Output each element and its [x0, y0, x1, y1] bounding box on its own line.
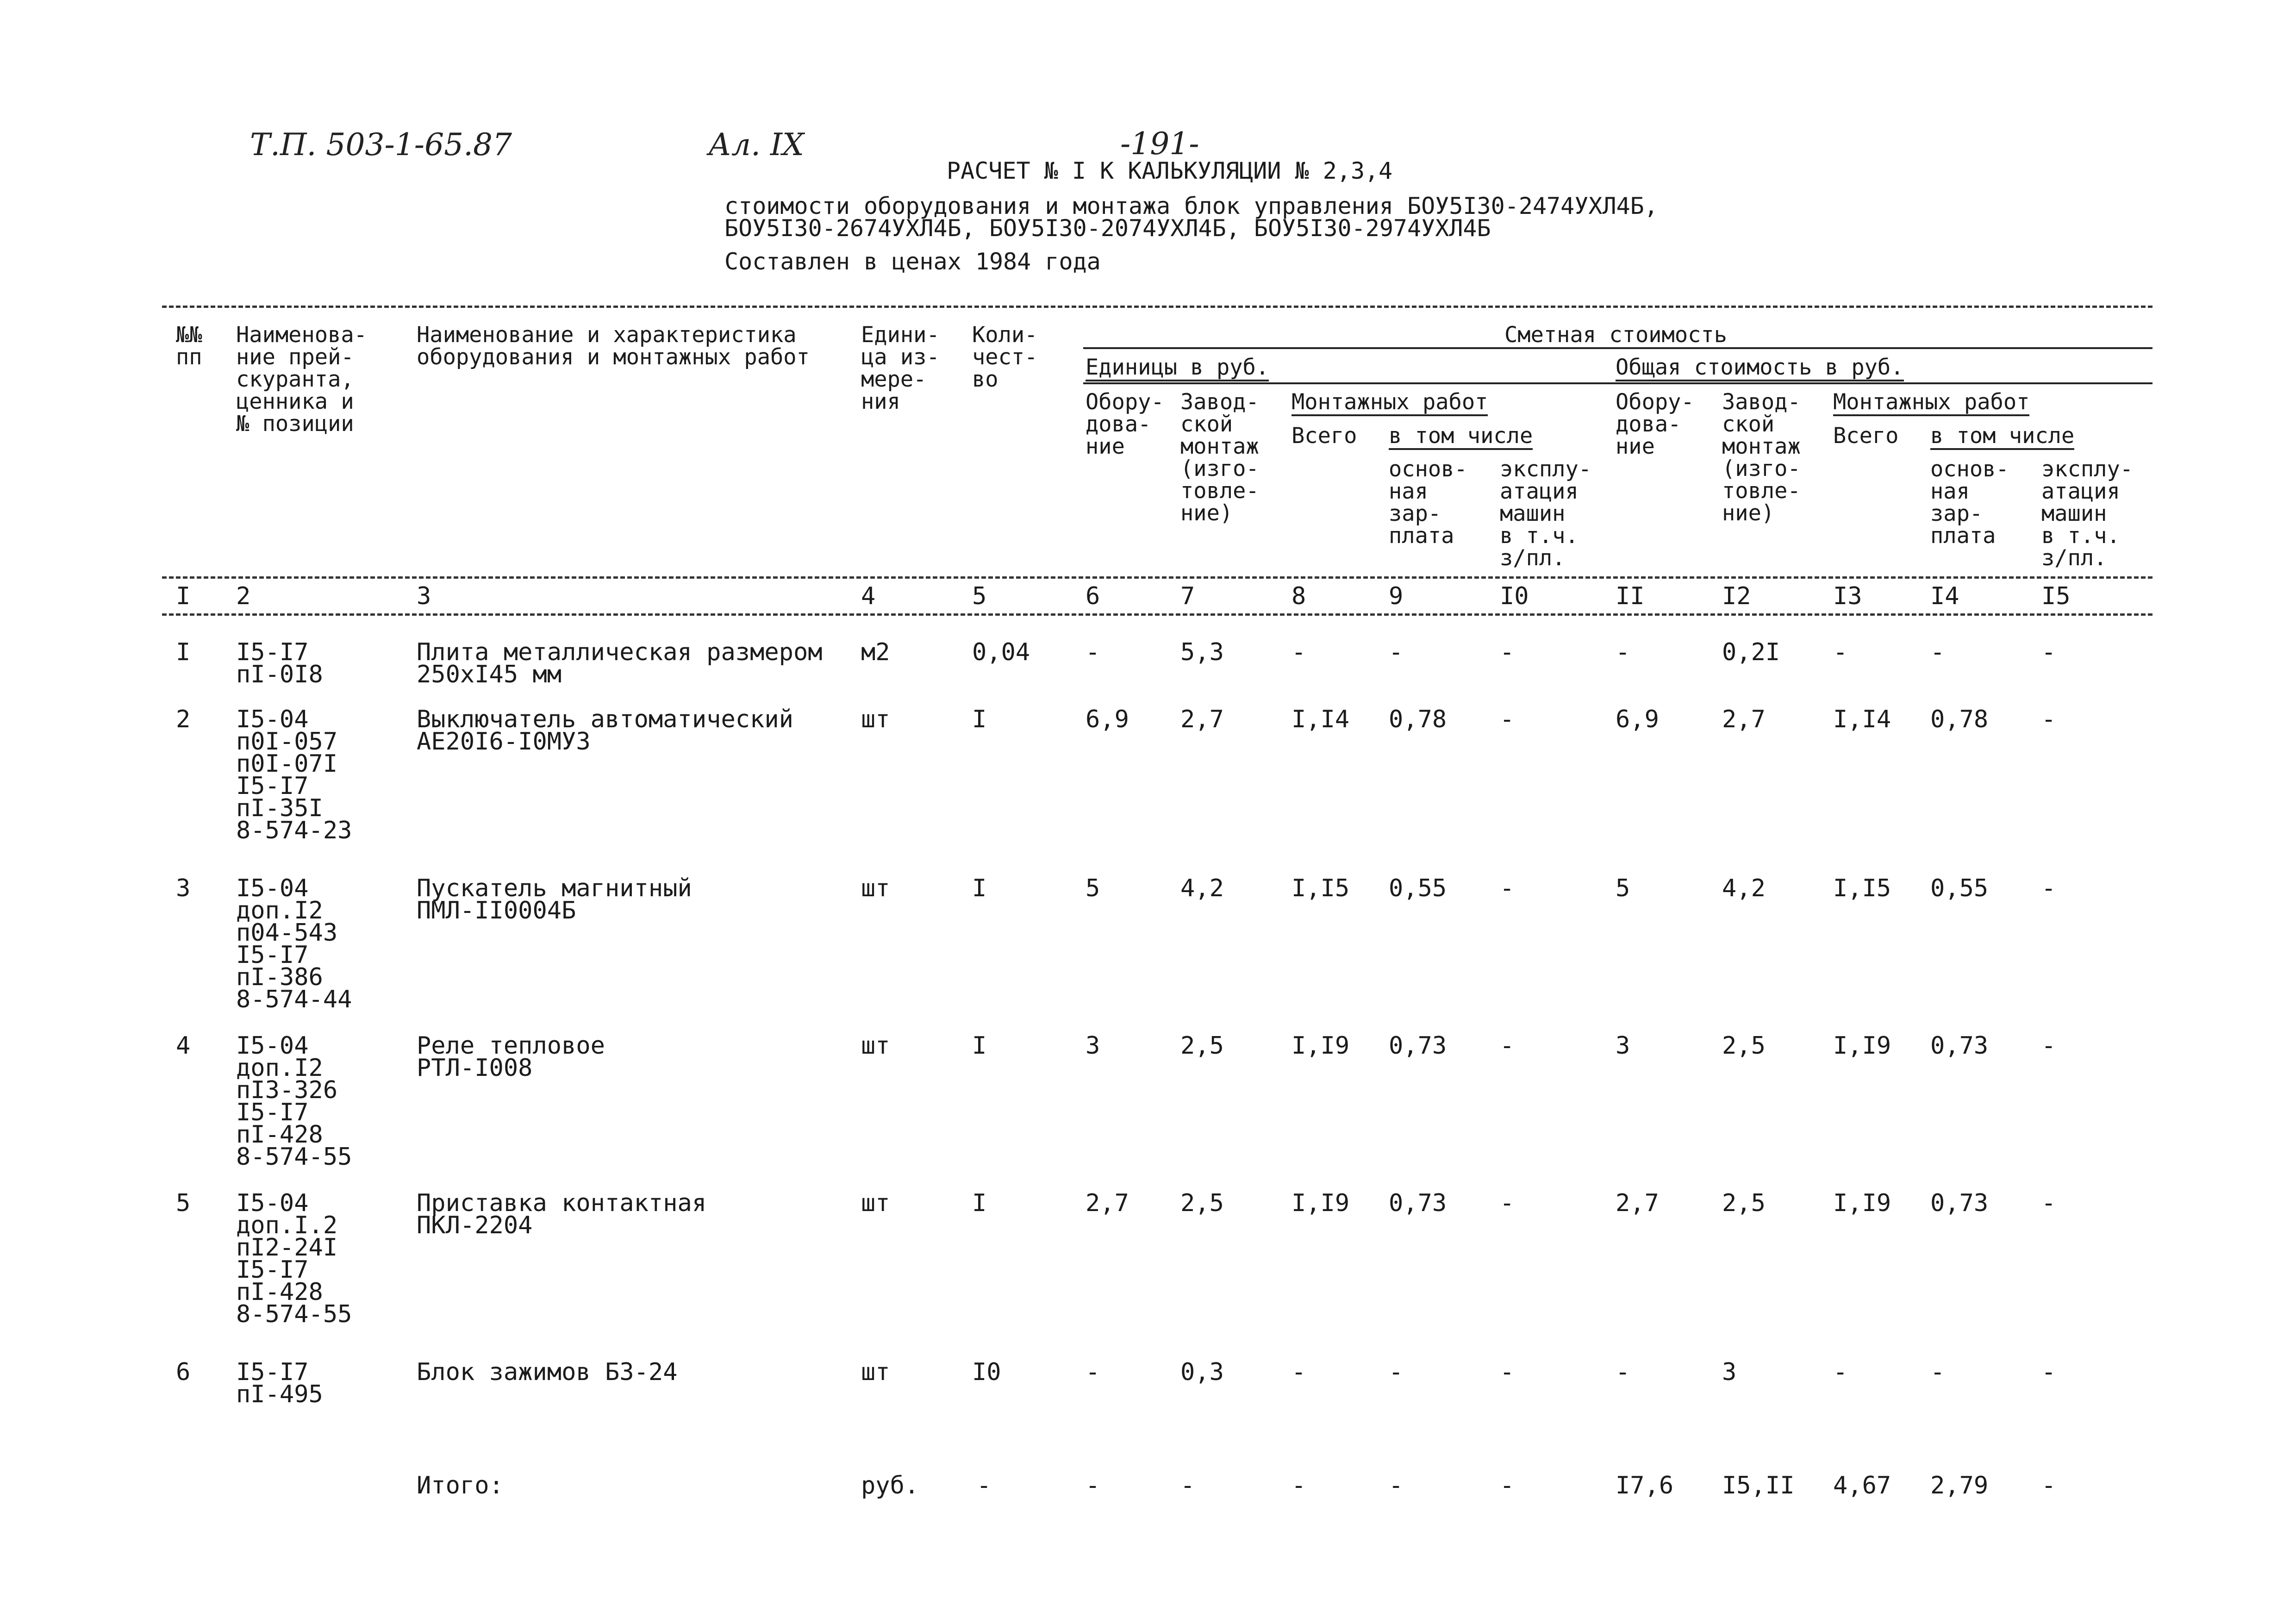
col-header-unit-machines: эксплу- атация машин в т.ч. з/пл.: [1500, 456, 1592, 571]
row-value-col-12: 2,7: [1722, 706, 1766, 733]
row-value-col-9: 0,73: [1389, 1189, 1447, 1217]
row-number: 3: [176, 874, 191, 902]
column-number-7: 7: [1180, 582, 1195, 610]
col-header-total-machines: эксплу- атация машин в т.ч. з/пл.: [2041, 456, 2134, 571]
row-value-col-12: 3: [1722, 1358, 1737, 1386]
col-header-name: Наименование и характеристика оборудования и монтажных работ: [417, 322, 810, 370]
document-code: Т.П. 503-1-65.87: [250, 127, 512, 162]
row-value-col-12: 2,5: [1722, 1032, 1766, 1060]
row-value-col-14: 0,73: [1930, 1032, 1989, 1060]
row-value-col-12: 4,2: [1722, 874, 1766, 902]
row-item-name: Блок зажимов БЗ-24: [417, 1358, 678, 1386]
row-number: 6: [176, 1358, 191, 1386]
row-quantity: I: [972, 1189, 987, 1217]
row-pricelist-code: I5-04 доп.I2 п04-543 I5-I7 пI-386 8-574-44: [236, 874, 352, 1013]
row-value-col-13: I,I5: [1833, 874, 1891, 902]
row-value-col-11: -: [1616, 1358, 1630, 1386]
col-header-total-cost: Общая стоимость в руб.: [1616, 356, 1904, 381]
col-header-unit-all: Всего: [1292, 423, 1357, 449]
row-value-col-14: 0,55: [1930, 874, 1989, 902]
row-quantity: I0: [972, 1358, 1001, 1386]
row-value-col-8: I,I5: [1292, 874, 1350, 902]
row-value-col-13: I,I4: [1833, 706, 1891, 733]
total-value-col-7: -: [1180, 1472, 1195, 1499]
row-value-col-8: I,I9: [1292, 1032, 1350, 1060]
row-unit: шт: [861, 706, 890, 733]
row-value-col-14: -: [1930, 638, 1945, 666]
row-value-col-10: -: [1500, 706, 1515, 733]
column-number-12: I2: [1722, 582, 1751, 610]
row-value-col-6: 5: [1086, 874, 1100, 902]
col-header-total-equipment: Обору- дова- ние: [1616, 389, 1694, 459]
row-value-col-10: -: [1500, 1032, 1515, 1060]
row-value-col-14: 0,73: [1930, 1189, 1989, 1217]
row-value-col-8: I,I4: [1292, 706, 1350, 733]
row-value-col-6: 6,9: [1086, 706, 1129, 733]
row-value-col-11: 2,7: [1616, 1189, 1659, 1217]
prices-note: Составлен в ценах 1984 года: [724, 248, 1101, 275]
row-value-col-9: -: [1389, 638, 1404, 666]
row-quantity: I: [972, 1032, 987, 1060]
col-header-total-base-salary: основ- ная зар- плата: [1930, 456, 2009, 549]
column-number-4: 4: [861, 582, 876, 610]
document-subtitle-line2: БОУ5I30-2674УХЛ4Б, БОУ5I30-2074УХЛ4Б, БОУ5I30-2974УХЛ4Б: [724, 215, 1491, 242]
row-value-col-12: 0,2I: [1722, 638, 1780, 666]
column-number-11: II: [1616, 582, 1645, 610]
total-value-col-6: -: [1086, 1472, 1100, 1499]
row-value-col-8: I,I9: [1292, 1189, 1350, 1217]
row-unit: шт: [861, 874, 890, 902]
col-header-total-all: Всего: [1833, 423, 1899, 449]
row-item-name: Пускатель магнитный ПМЛ-II0004Б: [417, 874, 692, 924]
table-top-rule: [162, 306, 2152, 308]
col-header-unit-base-salary: основ- ная зар- плата: [1389, 456, 1467, 549]
row-number: 5: [176, 1189, 191, 1217]
row-value-col-6: 3: [1086, 1032, 1100, 1060]
column-number-15: I5: [2041, 582, 2071, 610]
row-value-col-15: -: [2041, 1358, 2056, 1386]
row-value-col-10: -: [1500, 874, 1515, 902]
col-header-unit-cost: Единицы в руб.: [1086, 356, 1269, 381]
row-quantity: 0,04: [972, 638, 1030, 666]
row-value-col-7: 2,5: [1180, 1032, 1224, 1060]
album-number: Ал. IX: [708, 127, 805, 162]
row-value-col-15: -: [2041, 1189, 2056, 1217]
row-number: 2: [176, 706, 191, 733]
row-value-col-13: -: [1833, 1358, 1848, 1386]
col-header-number: №№ пп: [176, 322, 202, 370]
header-bottom-rule: [162, 576, 2152, 579]
row-value-col-11: 6,9: [1616, 706, 1659, 733]
column-number-8: 8: [1292, 582, 1306, 610]
document-title: РАСЧЕТ № I К КАЛЬКУЛЯЦИИ № 2,3,4: [947, 157, 1393, 184]
column-numbers-rule: [162, 613, 2152, 616]
row-pricelist-code: I5-04 доп.I2 пI3-326 I5-I7 пI-428 8-574-55: [236, 1032, 352, 1171]
row-quantity: I: [972, 706, 987, 733]
column-number-10: I0: [1500, 582, 1529, 610]
row-value-col-7: 2,7: [1180, 706, 1224, 733]
total-label: Итого:: [417, 1472, 504, 1499]
row-value-col-10: -: [1500, 638, 1515, 666]
row-value-col-6: -: [1086, 638, 1100, 666]
row-value-col-6: 2,7: [1086, 1189, 1129, 1217]
row-pricelist-code: I5-I7 пI-495: [236, 1358, 323, 1408]
row-value-col-11: 5: [1616, 874, 1630, 902]
total-quantity: -: [977, 1472, 992, 1499]
row-value-col-7: 4,2: [1180, 874, 1224, 902]
row-item-name: Выключатель автоматический АЕ20I6-I0МУЗ: [417, 706, 793, 756]
row-item-name: Плита металлическая размером 250xI45 мм: [417, 638, 823, 688]
row-value-col-8: -: [1292, 1358, 1306, 1386]
row-unit: шт: [861, 1189, 890, 1217]
row-value-col-15: -: [2041, 1032, 2056, 1060]
row-value-col-7: 2,5: [1180, 1189, 1224, 1217]
col-header-unit-factory: Завод- ской монтаж (изго- товле- ние): [1180, 389, 1259, 526]
row-value-col-9: 0,73: [1389, 1032, 1447, 1060]
col-header-unit-installation: Монтажных работ: [1292, 391, 1488, 416]
row-value-col-14: -: [1930, 1358, 1945, 1386]
total-value-col-15: -: [2041, 1472, 2056, 1499]
col-header-pricelist: Наименова- ние прей- скуранта, ценника и № позиции: [236, 322, 367, 437]
column-number-9: 9: [1389, 582, 1404, 610]
total-value-col-10: -: [1500, 1472, 1515, 1499]
row-value-col-6: -: [1086, 1358, 1100, 1386]
row-item-name: Реле тепловое РТЛ-I008: [417, 1032, 605, 1082]
row-value-col-7: 5,3: [1180, 638, 1224, 666]
row-value-col-12: 2,5: [1722, 1189, 1766, 1217]
row-value-col-15: -: [2041, 706, 2056, 733]
row-unit: шт: [861, 1358, 890, 1386]
total-value-col-9: -: [1389, 1472, 1404, 1499]
estimate-rule: [1083, 347, 2152, 349]
col-header-quantity: Коли- чест- во: [972, 322, 1038, 392]
column-number-14: I4: [1930, 582, 1959, 610]
cost-rule: [1083, 382, 2152, 384]
row-pricelist-code: I5-04 п0I-057 п0I-07I I5-I7 пI-35I 8-574-23: [236, 706, 352, 844]
col-header-unit-equipment: Обору- дова- ние: [1086, 389, 1164, 459]
column-number-5: 5: [972, 582, 987, 610]
row-value-col-13: I,I9: [1833, 1032, 1891, 1060]
row-value-col-14: 0,78: [1930, 706, 1989, 733]
document-subtitle-line1: стоимости оборудования и монтажа блок управления БОУ5I30-2474УХЛ4Б,: [724, 193, 1658, 219]
total-value-col-14: 2,79: [1930, 1472, 1989, 1499]
column-number-13: I3: [1833, 582, 1862, 610]
column-number-3: 3: [417, 582, 431, 610]
row-value-col-8: -: [1292, 638, 1306, 666]
row-value-col-9: 0,78: [1389, 706, 1447, 733]
row-quantity: I: [972, 874, 987, 902]
row-unit: м2: [861, 638, 890, 666]
row-item-name: Приставка контактная ПКЛ-2204: [417, 1189, 707, 1239]
row-unit: шт: [861, 1032, 890, 1060]
col-header-total-installation: Монтажных работ: [1833, 391, 2029, 416]
column-number-1: I: [176, 582, 191, 610]
row-value-col-10: -: [1500, 1358, 1515, 1386]
total-value-col-8: -: [1292, 1472, 1306, 1499]
col-header-total-factory: Завод- ской монтаж (изго- товле- ние): [1722, 389, 1801, 526]
row-number: 4: [176, 1032, 191, 1060]
col-header-total-including: в том числе: [1930, 425, 2074, 450]
column-number-6: 6: [1086, 582, 1100, 610]
total-value-col-11: I7,6: [1616, 1472, 1674, 1499]
total-value-col-12: I5,II: [1722, 1472, 1795, 1499]
row-value-col-11: -: [1616, 638, 1630, 666]
row-pricelist-code: I5-I7 пI-0I8: [236, 638, 323, 688]
row-value-col-15: -: [2041, 874, 2056, 902]
col-header-estimate: Сметная стоимость: [1504, 322, 1728, 348]
row-value-col-13: -: [1833, 638, 1848, 666]
col-header-unit-including: в том числе: [1389, 425, 1533, 450]
row-value-col-10: -: [1500, 1189, 1515, 1217]
col-header-unit: Едини- ца из- мере- ния: [861, 322, 940, 414]
row-value-col-7: 0,3: [1180, 1358, 1224, 1386]
row-pricelist-code: I5-04 доп.I.2 пI2-24I I5-I7 пI-428 8-574-55: [236, 1189, 352, 1328]
total-value-col-13: 4,67: [1833, 1472, 1891, 1499]
row-number: I: [176, 638, 191, 666]
row-value-col-13: I,I9: [1833, 1189, 1891, 1217]
column-number-2: 2: [236, 582, 251, 610]
row-value-col-11: 3: [1616, 1032, 1630, 1060]
row-value-col-9: -: [1389, 1358, 1404, 1386]
row-value-col-9: 0,55: [1389, 874, 1447, 902]
total-unit: руб.: [861, 1472, 919, 1499]
row-value-col-15: -: [2041, 638, 2056, 666]
page-number: -191-: [1120, 126, 1199, 162]
